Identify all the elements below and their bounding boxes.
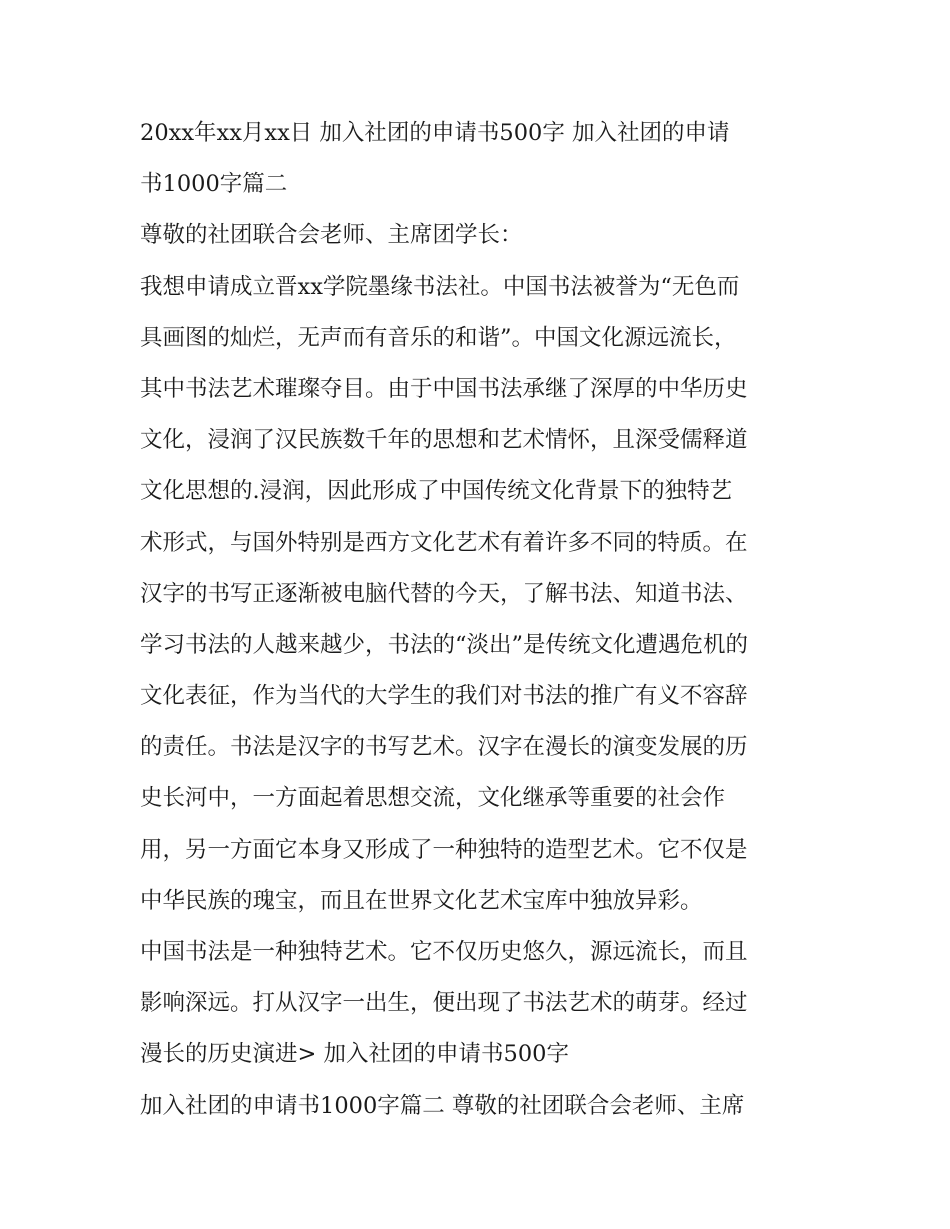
body-line: 汉字的书写正逐渐被电脑代替的今天，了解书法、知道书法、 bbox=[140, 580, 748, 607]
document-body bbox=[140, 108, 812, 1132]
body-line: 中华民族的瑰宝，而且在世界文化艺术宝库中独放异彩。 bbox=[140, 887, 703, 914]
body-line: 学习书法的人越来越少，书法的“淡出”是传统文化遭遇危机的 bbox=[140, 631, 749, 658]
body-line: 用，另一方面它本身又形成了一种独特的造型艺术。它不仅是 bbox=[140, 836, 748, 863]
body-line: 史长河中，一方面起着思想交流，文化继承等重要的社会作 bbox=[140, 785, 726, 812]
body-line: 其中书法艺术璀璨夺目。由于中国书法承继了深厚的中华历史 bbox=[140, 375, 748, 402]
body-line: 我想申请成立晋xx学院墨缘书法社。中国书法被誉为“无色而 bbox=[140, 273, 740, 300]
body-line: 具画图的灿烂，无声而有音乐的和谐”。中国文化源远流长， bbox=[140, 324, 737, 351]
body-line: 文化，浸润了汉民族数千年的思想和艺术情怀，且深受儒释道 bbox=[140, 427, 748, 454]
salutation: 尊敬的社团联合会老师、主席团学长： bbox=[140, 222, 523, 249]
body-line: 文化表征，作为当代的大学生的我们对书法的推广有义不容辞 bbox=[140, 683, 748, 710]
body-line: 术形式，与国外特别是西方文化艺术有着许多不同的特质。在 bbox=[140, 529, 748, 556]
body-line: 中国书法是一种独特艺术。它不仅历史悠久，源远流长，而且 bbox=[140, 939, 748, 965]
body-line: 的责任。书法是汉字的书写艺术。汉字在漫长的演变发展的历 bbox=[140, 734, 748, 761]
title-line-1: 20xx年xx月xx日 加入社团的申请书500字 加入社团的申请 bbox=[140, 120, 730, 146]
body-line: 文化思想的.浸润，因此形成了中国传统文化背景下的独特艺 bbox=[140, 478, 733, 505]
body-line: 加入社团的申请书1000字篇二 尊敬的社团联合会老师、主席 bbox=[140, 1092, 745, 1119]
body-line: 漫长的历史演进> 加入社团的申请书500字 bbox=[140, 1041, 569, 1068]
title-line-2: 书1000字篇二 bbox=[140, 171, 288, 198]
body-line: 影响深远。打从汉字一出生，便出现了书法艺术的萌芽。经过 bbox=[140, 990, 748, 1017]
